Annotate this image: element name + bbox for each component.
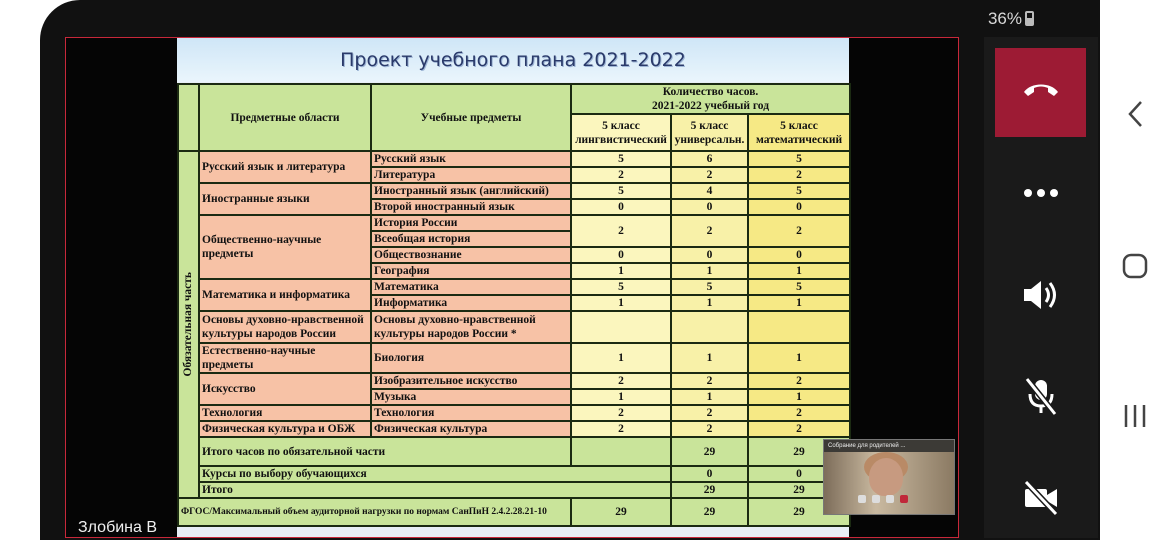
value-cell: 2 bbox=[671, 215, 748, 247]
value-cell bbox=[748, 311, 850, 343]
home-button[interactable] bbox=[1110, 243, 1160, 293]
value-cell: 2 bbox=[748, 215, 850, 247]
value-cell: 5 bbox=[748, 151, 850, 167]
value-cell: 2 bbox=[571, 373, 671, 389]
slide-title bbox=[177, 38, 849, 82]
area-cell: Общественно-научные предметы bbox=[199, 215, 371, 279]
value-cell: 5 bbox=[571, 279, 671, 295]
header-col-linguistic: 5 класс лингвистический bbox=[571, 114, 671, 151]
value-cell bbox=[671, 311, 748, 343]
subject-cell: Иностранный язык (английский) bbox=[371, 183, 571, 199]
speaker-button[interactable] bbox=[1018, 274, 1064, 320]
value-cell: 1 bbox=[671, 295, 748, 311]
header-spacer bbox=[178, 84, 199, 151]
self-view-title: Собрание для родителей ... bbox=[828, 443, 906, 449]
header-hours bbox=[571, 84, 850, 114]
back-button[interactable] bbox=[1110, 91, 1160, 141]
self-view-controls bbox=[858, 495, 908, 503]
value-cell: 0 bbox=[748, 199, 850, 215]
more-button[interactable] bbox=[1018, 171, 1064, 217]
value-cell: 0 bbox=[671, 199, 748, 215]
area-cell: Технология bbox=[199, 405, 371, 421]
value-cell: 1 bbox=[671, 343, 748, 373]
battery-icon bbox=[1025, 11, 1034, 26]
subject-cell: Математика bbox=[371, 279, 571, 295]
value-cell: 5 bbox=[748, 183, 850, 199]
subject-cell: Технология bbox=[371, 405, 571, 421]
recents-icon bbox=[1121, 402, 1149, 435]
total-value: 29 bbox=[748, 437, 850, 466]
header-col-math: 5 класс математический bbox=[748, 114, 850, 151]
active-speaker-name: Злобина В bbox=[78, 519, 158, 536]
value-cell: 5 bbox=[571, 151, 671, 167]
curriculum-table bbox=[177, 83, 851, 527]
value-cell: 1 bbox=[748, 263, 850, 279]
area-cell: Основы духовно-нравственной культуры народов России bbox=[199, 311, 371, 343]
value-cell: 2 bbox=[748, 167, 850, 183]
value-cell: 5 bbox=[571, 183, 671, 199]
value-cell: 1 bbox=[571, 343, 671, 373]
area-cell: Иностранные языки bbox=[199, 183, 371, 215]
value-cell: 5 bbox=[748, 279, 850, 295]
subject-cell: Всеобщая история bbox=[371, 231, 571, 247]
subject-cell: Информатика bbox=[371, 295, 571, 311]
total-label: ФГОС/Максимальный объем аудиторной нагрузки по нормам СанПиН 2.4.2.28.21-10 bbox=[178, 498, 571, 526]
value-cell: 1 bbox=[671, 263, 748, 279]
header-hours-line2: 2021-2022 учебный год bbox=[651, 100, 770, 112]
value-cell: 0 bbox=[571, 199, 671, 215]
total-label: Курсы по выбору обучающихся bbox=[199, 466, 671, 482]
value-cell: 2 bbox=[571, 215, 671, 247]
total-label: Итого bbox=[199, 482, 671, 498]
value-cell: 2 bbox=[748, 421, 850, 437]
value-cell: 1 bbox=[571, 295, 671, 311]
value-cell: 2 bbox=[571, 167, 671, 183]
area-cell: Естественно-научные предметы bbox=[199, 343, 371, 373]
value-cell: 1 bbox=[748, 343, 850, 373]
value-cell: 2 bbox=[671, 167, 748, 183]
total-empty bbox=[571, 437, 671, 466]
value-cell: 1 bbox=[571, 389, 671, 405]
speaker-icon bbox=[1022, 278, 1060, 317]
subject-cell: Изобразительное искусство bbox=[371, 373, 571, 389]
pip-mic-icon[interactable] bbox=[872, 495, 880, 503]
value-cell: 2 bbox=[671, 373, 748, 389]
mic-off-icon bbox=[1024, 376, 1058, 421]
pip-hangup-icon[interactable] bbox=[900, 495, 908, 503]
total-value: 0 bbox=[748, 466, 850, 482]
subject-cell: Русский язык bbox=[371, 151, 571, 167]
total-value: 0 bbox=[671, 466, 748, 482]
value-cell: 2 bbox=[748, 405, 850, 421]
subject-cell: Основы духовно-нравственной культуры народов России * bbox=[371, 311, 571, 343]
total-value: 29 bbox=[671, 498, 748, 526]
pip-camera-icon[interactable] bbox=[858, 495, 866, 503]
value-cell: 0 bbox=[748, 247, 850, 263]
pip-screen-icon[interactable] bbox=[886, 495, 894, 503]
value-cell: 2 bbox=[671, 421, 748, 437]
area-cell: Русский язык и литература bbox=[199, 151, 371, 183]
end-call-button[interactable] bbox=[995, 48, 1086, 137]
value-cell: 0 bbox=[671, 247, 748, 263]
battery-percent: 36% bbox=[987, 9, 1022, 28]
value-cell: 2 bbox=[748, 373, 850, 389]
home-icon bbox=[1121, 252, 1149, 285]
subject-cell: Биология bbox=[371, 343, 571, 373]
subject-cell: География bbox=[371, 263, 571, 279]
value-cell: 4 bbox=[671, 183, 748, 199]
value-cell: 1 bbox=[748, 389, 850, 405]
camera-off-icon bbox=[1022, 480, 1060, 521]
area-cell: Искусство bbox=[199, 373, 371, 405]
header-col-universal: 5 класс универсальн. bbox=[671, 114, 748, 151]
back-chevron-icon bbox=[1125, 99, 1145, 134]
value-cell: 5 bbox=[671, 279, 748, 295]
value-cell: 2 bbox=[671, 405, 748, 421]
subject-cell: Второй иностранный язык bbox=[371, 199, 571, 215]
subject-cell: Литература bbox=[371, 167, 571, 183]
value-cell: 2 bbox=[571, 421, 671, 437]
more-horizontal-icon bbox=[1023, 185, 1059, 203]
header-subjects: Учебные предметы bbox=[371, 84, 571, 151]
mandatory-part-label: Обязательная часть bbox=[178, 151, 199, 498]
subject-cell: Музыка bbox=[371, 389, 571, 405]
subject-cell: Физическая культура bbox=[371, 421, 571, 437]
total-value: 29 bbox=[571, 498, 671, 526]
value-cell bbox=[571, 311, 671, 343]
value-cell: 1 bbox=[671, 389, 748, 405]
value-cell: 6 bbox=[671, 151, 748, 167]
total-value: 29 bbox=[748, 482, 850, 498]
value-cell: 0 bbox=[571, 247, 671, 263]
total-value: 29 bbox=[748, 498, 850, 526]
status-bar bbox=[40, 0, 1100, 36]
total-value: 29 bbox=[671, 482, 748, 498]
header-hours-line1: Количество часов. bbox=[662, 86, 759, 98]
area-cell: Физическая культура и ОБЖ bbox=[199, 421, 371, 437]
total-value: 29 bbox=[671, 437, 748, 466]
total-label: Итого часов по обязательной части bbox=[199, 437, 571, 466]
self-view-tile[interactable] bbox=[823, 439, 955, 515]
recents-button[interactable] bbox=[1110, 393, 1160, 443]
camera-button[interactable] bbox=[1018, 477, 1064, 523]
value-cell: 2 bbox=[571, 405, 671, 421]
phone-hangup-icon bbox=[1021, 80, 1061, 105]
subject-cell: Обществознание bbox=[371, 247, 571, 263]
presentation-slide bbox=[177, 38, 849, 538]
microphone-button[interactable] bbox=[1018, 375, 1064, 421]
slide-title-text: Проект учебного плана 2021-2022 bbox=[340, 49, 686, 71]
area-cell: Математика и информатика bbox=[199, 279, 371, 311]
value-cell: 1 bbox=[748, 295, 850, 311]
value-cell: 1 bbox=[571, 263, 671, 279]
header-areas: Предметные области bbox=[199, 84, 371, 151]
self-view-face bbox=[869, 458, 903, 496]
subject-cell: История России bbox=[371, 215, 571, 231]
